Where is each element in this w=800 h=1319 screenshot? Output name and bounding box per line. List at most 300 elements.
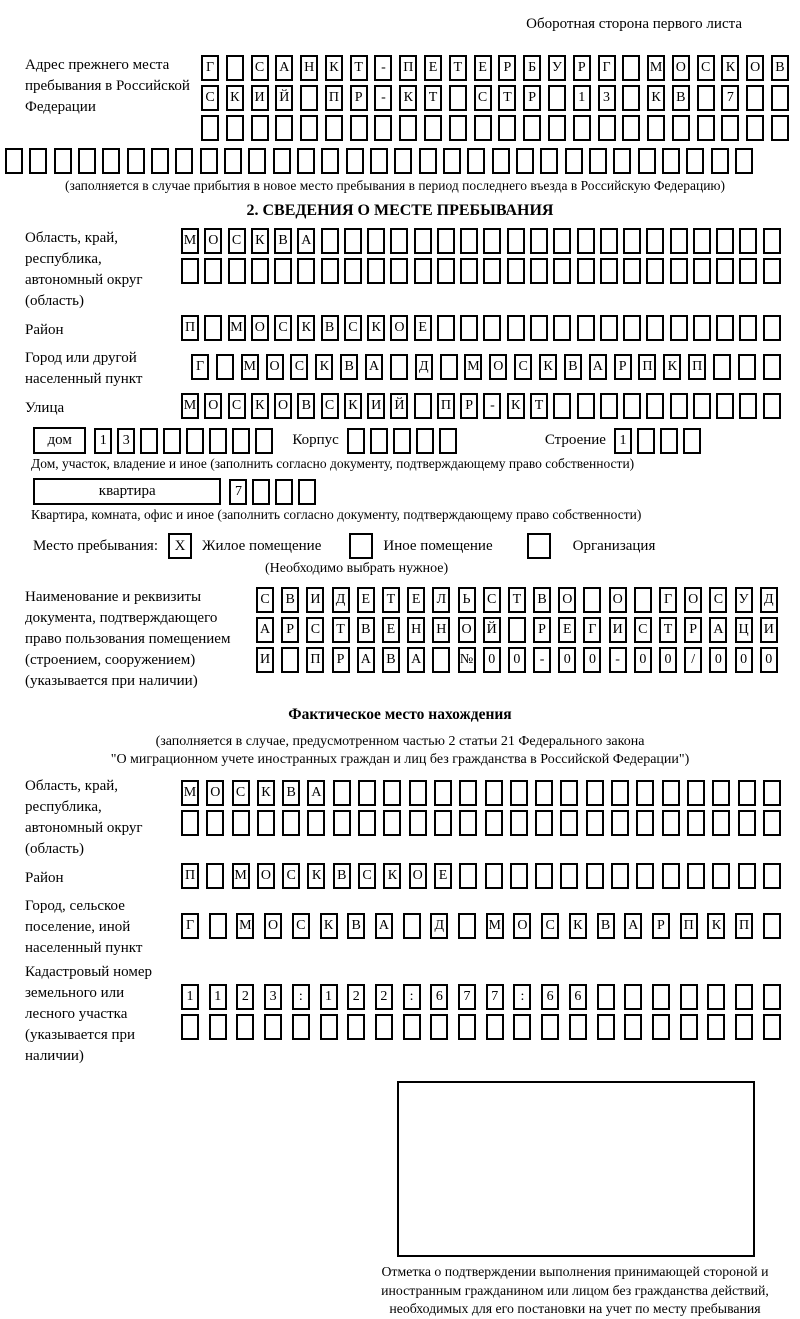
grid-cell — [370, 148, 388, 174]
grid-cell: 7 — [458, 984, 476, 1010]
grid-cell — [409, 780, 427, 806]
grid-cell: 0 — [760, 647, 778, 673]
grid-cell — [697, 115, 715, 141]
city-label: Город или другой населенный пункт — [25, 350, 143, 387]
grid-cell: П — [688, 354, 706, 380]
grid-cell — [763, 258, 781, 284]
actual-city-row[interactable] — [181, 913, 781, 939]
grid-cell — [257, 810, 275, 836]
grid-cell: К — [320, 913, 338, 939]
grid-cell — [680, 1014, 698, 1040]
grid-cell — [600, 258, 618, 284]
grid-cell — [181, 1014, 199, 1040]
grid-cell — [583, 587, 601, 613]
grid-cell: 1 — [320, 984, 338, 1010]
grid-cell — [738, 354, 756, 380]
grid-cell: С — [306, 617, 324, 643]
grid-cell — [672, 115, 690, 141]
cadastral-label: Кадастровый номер земельного или лесного участка (указывается при наличии) — [25, 964, 152, 1064]
grid-cell — [652, 984, 670, 1010]
prev-address-row-3[interactable] — [201, 115, 789, 141]
grid-cell — [763, 315, 781, 341]
actual-location-note2: "О миграционном учете иностранных граждан и лиц без гражданства в Российской Федерации") — [110, 752, 690, 767]
grid-cell: С — [514, 354, 532, 380]
grid-cell: Р — [523, 85, 541, 111]
grid-cell: А — [407, 647, 425, 673]
grid-cell: Е — [407, 587, 425, 613]
grid-cell: О — [458, 617, 476, 643]
grid-cell — [508, 617, 526, 643]
grid-cell — [638, 148, 656, 174]
grid-cell — [540, 148, 558, 174]
grid-cell: И — [251, 85, 269, 111]
grid-cell: М — [232, 863, 250, 889]
grid-cell: С — [228, 228, 246, 254]
district-row[interactable] — [181, 315, 781, 341]
grid-cell — [437, 258, 455, 284]
region-row-1[interactable] — [181, 228, 781, 254]
prev-address-row-4[interactable] — [5, 148, 753, 174]
grid-cell — [297, 148, 315, 174]
grid-cell — [298, 479, 316, 505]
grid-cell — [414, 393, 432, 419]
grid-cell: В — [333, 863, 351, 889]
grid-cell — [430, 1014, 448, 1040]
stay-type-row — [33, 533, 800, 559]
grid-cell — [498, 115, 516, 141]
grid-cell: П — [735, 913, 753, 939]
grid-cell: О — [206, 780, 224, 806]
grid-cell: 0 — [483, 647, 501, 673]
stay-type-label: Место пребывания: — [33, 537, 158, 554]
grid-cell: Е — [357, 587, 375, 613]
actual-region-row-2[interactable] — [181, 810, 781, 836]
grid-cell — [739, 393, 757, 419]
grid-cell — [383, 810, 401, 836]
grid-cell: О — [251, 315, 269, 341]
grid-cell — [510, 810, 528, 836]
stamp-box — [397, 1081, 755, 1257]
grid-cell: Т — [530, 393, 548, 419]
actual-district-label: Район — [25, 869, 64, 886]
grid-cell — [232, 810, 250, 836]
grid-cell — [264, 1014, 282, 1040]
grid-cell: С — [256, 587, 274, 613]
grid-cell: А — [307, 780, 325, 806]
grid-cell — [204, 315, 222, 341]
actual-district-row[interactable] — [181, 863, 781, 889]
cadastral-row-1[interactable] — [181, 984, 781, 1010]
grid-cell: М — [236, 913, 254, 939]
grid-cell — [467, 148, 485, 174]
stroenie-cells[interactable] — [614, 428, 800, 454]
grid-cell — [516, 148, 534, 174]
grid-cell — [600, 315, 618, 341]
grid-cell: 1 — [614, 428, 632, 454]
grid-cell — [181, 810, 199, 836]
grid-cell — [346, 148, 364, 174]
grid-cell — [624, 984, 642, 1010]
grid-cell: К — [507, 393, 525, 419]
grid-cell: Г — [181, 913, 199, 939]
grid-cell: В — [771, 55, 789, 81]
grid-cell — [383, 780, 401, 806]
grid-cell: К — [539, 354, 557, 380]
korpus-cells[interactable] — [347, 428, 533, 454]
grid-cell: П — [399, 55, 417, 81]
grid-cell: В — [347, 913, 365, 939]
grid-cell — [652, 1014, 670, 1040]
grid-cell: 6 — [430, 984, 448, 1010]
actual-location-note1: (заполняется в случае, предусмотренном частью 2 статьи 21 Федерального закона — [155, 734, 645, 749]
grid-cell — [553, 315, 571, 341]
grid-cell — [292, 1014, 310, 1040]
grid-cell — [662, 810, 680, 836]
grid-cell — [321, 228, 339, 254]
grid-cell: С — [228, 393, 246, 419]
grid-cell: П — [181, 863, 199, 889]
grid-cell: Т — [498, 85, 516, 111]
grid-cell — [485, 863, 503, 889]
grid-cell: К — [251, 393, 269, 419]
grid-cell — [507, 228, 525, 254]
grid-cell: К — [383, 863, 401, 889]
grid-cell: О — [264, 913, 282, 939]
grid-cell — [358, 780, 376, 806]
grid-cell — [325, 115, 343, 141]
grid-cell — [390, 258, 408, 284]
grid-cell — [409, 810, 427, 836]
grid-cell — [735, 984, 753, 1010]
grid-cell: О — [609, 587, 627, 613]
grid-cell: 3 — [598, 85, 616, 111]
grid-cell — [687, 810, 705, 836]
district-label: Район — [25, 321, 64, 338]
grid-cell — [437, 315, 455, 341]
grid-cell — [670, 228, 688, 254]
grid-cell — [181, 258, 199, 284]
apartment-cells[interactable] — [229, 479, 800, 505]
grid-cell — [523, 115, 541, 141]
grid-cell — [333, 810, 351, 836]
grid-cell: 7 — [229, 479, 247, 505]
grid-cell — [483, 258, 501, 284]
grid-cell — [711, 148, 729, 174]
grid-cell — [320, 1014, 338, 1040]
grid-cell — [474, 115, 492, 141]
grid-cell: О — [204, 393, 222, 419]
grid-cell — [560, 810, 578, 836]
grid-cell — [721, 115, 739, 141]
grid-cell: Д — [415, 354, 433, 380]
grid-cell: Е — [424, 55, 442, 81]
grid-cell: С — [282, 863, 300, 889]
grid-cell — [440, 354, 458, 380]
grid-cell: С — [709, 587, 727, 613]
grid-cell: В — [672, 85, 690, 111]
grid-cell — [693, 228, 711, 254]
field-actual-district — [25, 863, 800, 893]
grid-cell: К — [647, 85, 665, 111]
grid-cell — [140, 428, 158, 454]
grid-cell — [548, 115, 566, 141]
grid-cell — [486, 1014, 504, 1040]
document-row-3[interactable] — [256, 647, 778, 673]
field-prev-address — [25, 55, 800, 145]
grid-cell: 0 — [583, 647, 601, 673]
grid-cell — [251, 258, 269, 284]
grid-cell — [175, 148, 193, 174]
grid-cell — [693, 258, 711, 284]
field-region — [25, 228, 800, 312]
grid-cell — [577, 228, 595, 254]
grid-cell: К — [344, 393, 362, 419]
grid-cell: П — [437, 393, 455, 419]
grid-cell — [5, 148, 23, 174]
field-city — [25, 348, 800, 390]
checkbox-residential[interactable]: X — [168, 533, 192, 559]
grid-cell: - — [374, 85, 392, 111]
region-row-2[interactable] — [181, 258, 781, 284]
grid-cell — [458, 913, 476, 939]
grid-cell: Й — [275, 85, 293, 111]
document-row-1[interactable] — [256, 587, 778, 613]
checkbox-organization[interactable] — [527, 533, 551, 559]
grid-cell: Е — [558, 617, 576, 643]
grid-cell: О — [513, 913, 531, 939]
grid-cell: Т — [449, 55, 467, 81]
grid-cell: М — [647, 55, 665, 81]
grid-cell: 0 — [508, 647, 526, 673]
grid-cell — [358, 810, 376, 836]
grid-cell: Е — [382, 617, 400, 643]
grid-cell: В — [533, 587, 551, 613]
grid-cell — [307, 810, 325, 836]
grid-cell: А — [624, 913, 642, 939]
grid-cell: 1 — [209, 984, 227, 1010]
grid-cell: О — [684, 587, 702, 613]
grid-cell — [687, 863, 705, 889]
grid-cell — [589, 148, 607, 174]
grid-cell: 7 — [721, 85, 739, 111]
grid-cell — [646, 315, 664, 341]
grid-cell — [535, 810, 553, 836]
grid-cell — [204, 258, 222, 284]
grid-cell — [662, 863, 680, 889]
grid-cell: Т — [332, 617, 350, 643]
grid-cell: Д — [760, 587, 778, 613]
grid-cell — [390, 228, 408, 254]
grid-cell: Р — [281, 617, 299, 643]
grid-cell: К — [721, 55, 739, 81]
grid-cell — [577, 315, 595, 341]
grid-cell — [102, 148, 120, 174]
grid-cell: С — [274, 315, 292, 341]
grid-cell — [636, 810, 654, 836]
grid-cell: В — [564, 354, 582, 380]
grid-cell — [646, 228, 664, 254]
grid-cell — [333, 780, 351, 806]
grid-cell: Т — [350, 55, 368, 81]
cadastral-row-2[interactable] — [181, 1014, 781, 1040]
grid-cell: Т — [382, 587, 400, 613]
grid-cell: М — [241, 354, 259, 380]
grid-cell — [459, 863, 477, 889]
grid-cell — [443, 148, 461, 174]
grid-cell — [394, 148, 412, 174]
grid-cell — [623, 393, 641, 419]
grid-cell — [459, 780, 477, 806]
grid-cell — [209, 428, 227, 454]
prev-address-row-2[interactable] — [201, 85, 789, 111]
grid-cell: Г — [191, 354, 209, 380]
grid-cell — [510, 780, 528, 806]
prev-address-label: Адрес прежнего места пребывания в Российской Федерации — [25, 57, 190, 115]
grid-cell — [458, 1014, 476, 1040]
grid-cell: 3 — [117, 428, 135, 454]
grid-cell: П — [680, 913, 698, 939]
grid-cell — [771, 115, 789, 141]
document-row-2[interactable] — [256, 617, 778, 643]
grid-cell — [763, 984, 781, 1010]
grid-cell: П — [325, 85, 343, 111]
grid-cell: 0 — [735, 647, 753, 673]
grid-cell: С — [201, 85, 219, 111]
actual-city-label: Город, сельское поселение, иной населенный пункт — [25, 898, 143, 956]
grid-cell — [403, 1014, 421, 1040]
grid-cell: К — [399, 85, 417, 111]
region-label: Область, край, республика, автономный округ (область) — [25, 230, 143, 309]
grid-cell — [434, 810, 452, 836]
grid-cell: Г — [659, 587, 677, 613]
grid-cell — [670, 315, 688, 341]
checkbox-other-premises[interactable] — [349, 533, 373, 559]
grid-cell — [622, 55, 640, 81]
grid-cell: А — [256, 617, 274, 643]
grid-cell — [577, 393, 595, 419]
actual-region-row-1[interactable] — [181, 780, 781, 806]
grid-cell — [613, 148, 631, 174]
grid-cell — [738, 780, 756, 806]
grid-cell: С — [251, 55, 269, 81]
grid-cell: К — [226, 85, 244, 111]
grid-cell: Р — [350, 85, 368, 111]
grid-cell — [274, 258, 292, 284]
grid-cell — [510, 863, 528, 889]
grid-cell: К — [251, 228, 269, 254]
grid-cell: Д — [332, 587, 350, 613]
grid-cell — [763, 863, 781, 889]
grid-cell — [54, 148, 72, 174]
grid-cell — [460, 258, 478, 284]
apartment-row — [33, 478, 800, 505]
grid-cell — [321, 258, 339, 284]
grid-cell — [763, 913, 781, 939]
grid-cell — [414, 258, 432, 284]
grid-cell: Р — [332, 647, 350, 673]
grid-cell: Й — [483, 617, 501, 643]
grid-cell: Н — [407, 617, 425, 643]
grid-cell — [367, 258, 385, 284]
grid-cell — [738, 810, 756, 836]
grid-cell: С — [697, 55, 715, 81]
grid-cell — [460, 228, 478, 254]
grid-cell: А — [375, 913, 393, 939]
grid-cell — [712, 780, 730, 806]
grid-cell — [459, 810, 477, 836]
grid-cell — [248, 148, 266, 174]
grid-cell: В — [382, 647, 400, 673]
grid-cell — [735, 148, 753, 174]
grid-cell — [416, 428, 434, 454]
grid-cell — [746, 115, 764, 141]
prev-address-rows — [201, 55, 789, 145]
city-row[interactable] — [191, 354, 781, 380]
grid-cell — [707, 1014, 725, 1040]
grid-cell: Л — [432, 587, 450, 613]
grid-cell — [560, 780, 578, 806]
grid-cell — [460, 315, 478, 341]
grid-cell — [680, 984, 698, 1010]
grid-cell — [437, 228, 455, 254]
grid-cell: Р — [533, 617, 551, 643]
grid-cell: В — [297, 393, 315, 419]
field-cadastral — [25, 962, 800, 1067]
grid-cell: / — [684, 647, 702, 673]
house-box[interactable]: дом — [33, 427, 86, 454]
grid-cell — [236, 1014, 254, 1040]
apartment-box[interactable]: квартира — [33, 478, 221, 505]
grid-cell: О — [489, 354, 507, 380]
grid-cell — [746, 85, 764, 111]
grid-cell — [393, 428, 411, 454]
street-row[interactable] — [181, 393, 781, 419]
house-cells[interactable] — [94, 428, 280, 454]
grid-cell — [553, 258, 571, 284]
grid-cell: О — [274, 393, 292, 419]
prev-address-row-1[interactable] — [201, 55, 789, 81]
grid-cell: П — [181, 315, 199, 341]
grid-cell: С — [541, 913, 559, 939]
grid-cell — [763, 393, 781, 419]
grid-cell — [347, 1014, 365, 1040]
grid-cell — [507, 258, 525, 284]
grid-cell — [586, 863, 604, 889]
grid-cell — [535, 863, 553, 889]
grid-cell: С — [358, 863, 376, 889]
grid-cell — [224, 148, 242, 174]
grid-cell — [735, 1014, 753, 1040]
grid-cell: А — [365, 354, 383, 380]
grid-cell: : — [292, 984, 310, 1010]
grid-cell — [670, 393, 688, 419]
grid-cell — [716, 393, 734, 419]
grid-cell: С — [290, 354, 308, 380]
grid-cell — [255, 428, 273, 454]
grid-cell: 1 — [181, 984, 199, 1010]
grid-cell — [716, 315, 734, 341]
grid-cell — [739, 228, 757, 254]
grid-cell — [586, 810, 604, 836]
grid-cell: К — [257, 780, 275, 806]
grid-cell: И — [760, 617, 778, 643]
grid-cell — [344, 228, 362, 254]
grid-cell — [483, 315, 501, 341]
grid-cell — [449, 115, 467, 141]
grid-cell — [530, 315, 548, 341]
grid-cell — [739, 258, 757, 284]
grid-cell — [553, 228, 571, 254]
